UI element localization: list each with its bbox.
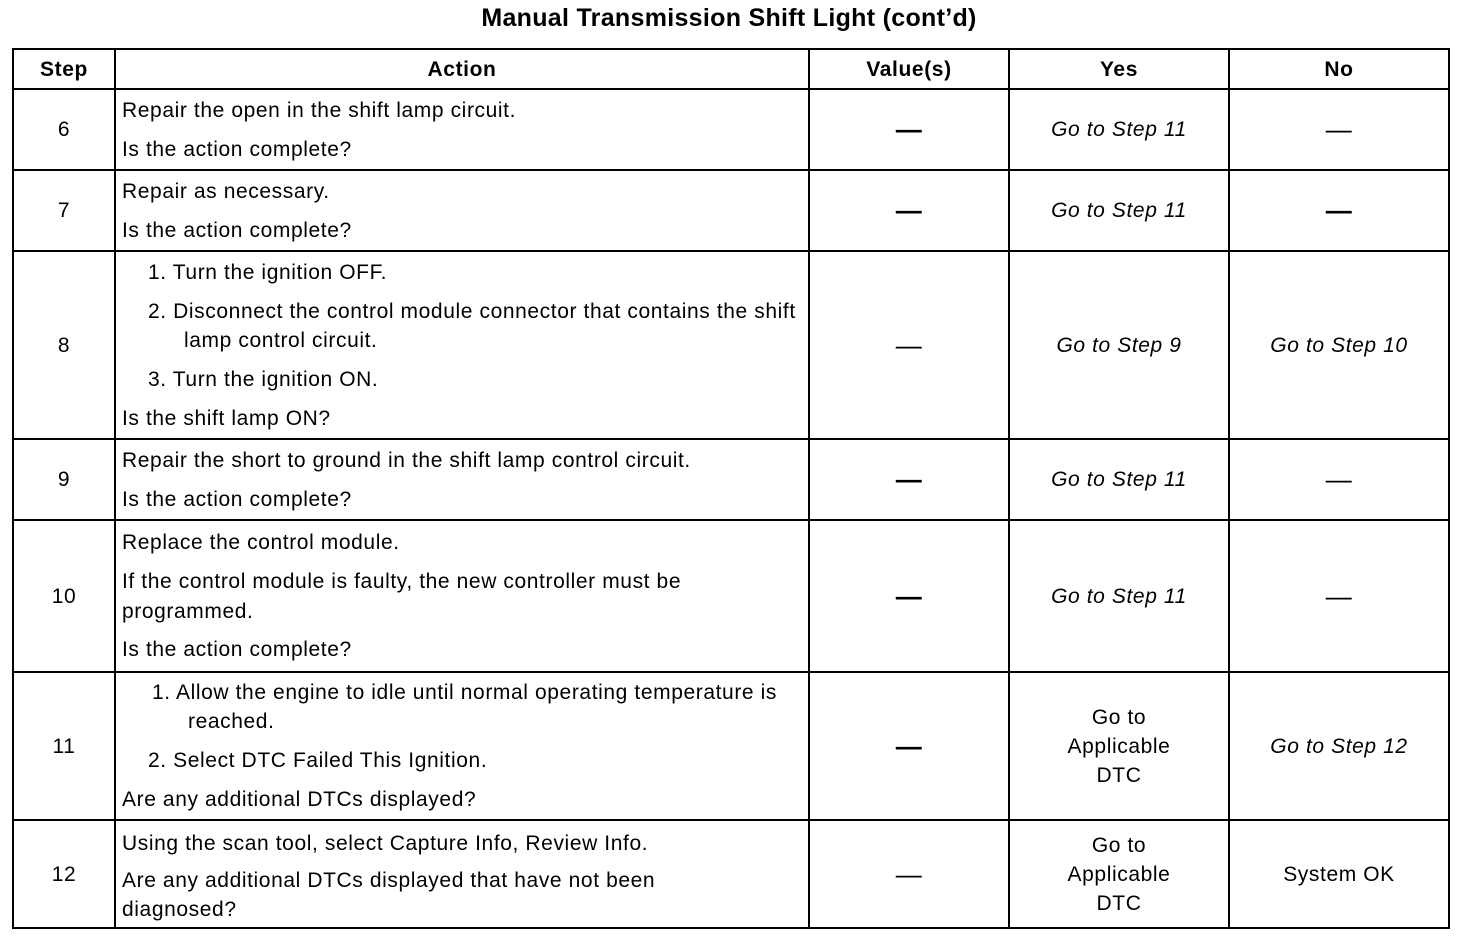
action-cell [115,520,809,672]
no-cell: Go to Step 10 [1229,251,1449,439]
action-question: Is the action complete? [122,638,352,661]
table-row [13,439,1449,520]
value-cell: — [809,439,1009,520]
action-line: If the control module is faulty, the new controller must be programmed. [122,570,682,623]
numbered-step: 3. Turn the ignition ON. [148,367,379,391]
header-no: No [1229,49,1449,89]
step-cell: 10 [13,520,115,672]
action-line: Using the scan tool, select Capture Info, Review Info. [122,831,649,855]
table-row [13,89,1449,170]
step-cell: 11 [13,672,115,820]
step-cell: 7 [13,170,115,251]
header-yes: Yes [1009,49,1229,89]
value-cell: — [809,170,1009,251]
step-cell: 9 [13,439,115,520]
action-cell [115,672,809,820]
action-cell [115,89,809,170]
yes-cell: Go to Step 9 [1009,251,1229,439]
table-row [13,251,1449,439]
action-line: Repair the short to ground in the shift lamp control circuit. [122,448,691,472]
value-cell: — [809,672,1009,820]
page-title: Manual Transmission Shift Light (cont’d) [481,4,977,32]
no-cell: — [1229,439,1449,520]
value-cell: — [809,89,1009,170]
value-cell: — [809,520,1009,672]
action-cell [115,170,809,251]
action-question: Is the action complete? [122,487,352,511]
header-action: Action [115,49,809,89]
numbered-step: 1. Turn the ignition OFF. [148,260,388,284]
numbered-step: 1. Allow the engine to idle until normal operating temperature is reached. [152,681,778,733]
header-values: Value(s) [809,49,1009,89]
no-cell: Go to Step 12 [1229,672,1449,820]
step-cell: 8 [13,251,115,439]
value-cell: — [809,251,1009,439]
action-line: Replace the control module. [122,531,400,554]
header-row [13,49,1449,89]
value-cell: — [809,820,1009,928]
action-cell [115,439,809,520]
no-cell: — [1229,520,1449,672]
table-row [13,520,1449,672]
yes-cell: Go to Step 11 [1009,170,1229,251]
table-row [13,170,1449,251]
action-line: Repair as necessary. [122,179,330,203]
numbered-step: 2. Disconnect the control module connector that contains the shift lamp control circuit. [148,299,796,352]
action-question: Are any additional DTCs displayed? [122,788,477,811]
no-cell: System OK [1229,820,1449,928]
step-cell: 6 [13,89,115,170]
action-question: Are any additional DTCs displayed that have not been diagnosed? [122,868,656,921]
yes-cell: Go to Step 11 [1009,89,1229,170]
header-step: Step [13,49,115,89]
action-question: Is the shift lamp ON? [122,406,331,430]
yes-cell: Go to Step 11 [1009,439,1229,520]
diagnostic-table [12,48,1450,929]
action-question: Is the action complete? [122,137,352,161]
yes-cell: Go to Applicable DTC [1009,820,1229,928]
yes-cell: Go to Applicable DTC [1009,672,1229,820]
action-line: Repair the open in the shift lamp circuit. [122,98,517,122]
no-cell: — [1229,170,1449,251]
action-cell [115,820,809,928]
numbered-step: 2. Select DTC Failed This Ignition. [148,749,488,772]
no-cell: — [1229,89,1449,170]
action-cell [115,251,809,439]
action-question: Is the action complete? [122,218,352,242]
table-row [13,672,1449,820]
yes-cell: Go to Step 11 [1009,520,1229,672]
table-row [13,820,1449,928]
step-cell: 12 [13,820,115,928]
